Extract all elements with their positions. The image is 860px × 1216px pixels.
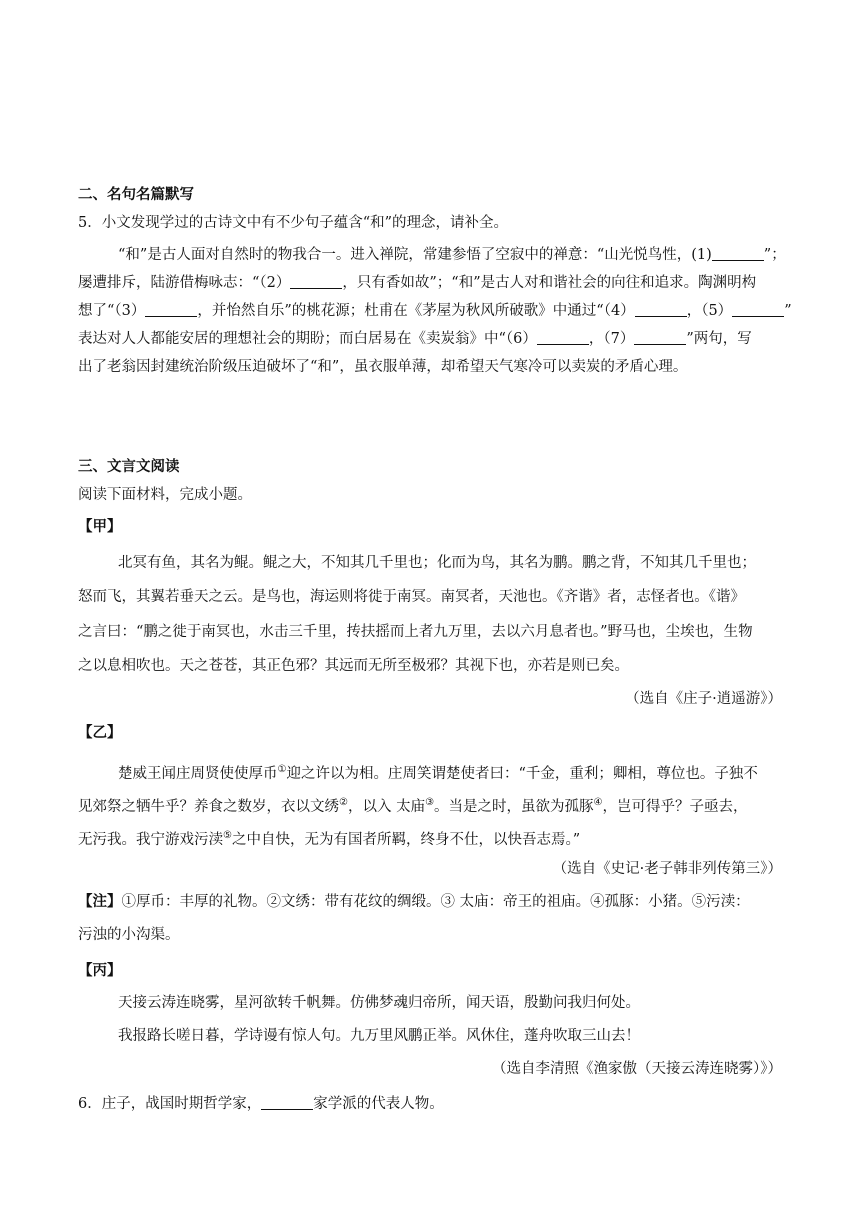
passage-line: 怒而飞，其翼若垂天之云。是鸟也，海运则将徙于南冥。南冥者，天池也。《齐谐》者，志怪者也。《谐》 [78, 589, 745, 605]
answer-blank[interactable] [712, 246, 764, 261]
text-segment: ”两句，写 [686, 331, 752, 347]
text-segment: 家学派的代表人物。 [313, 1096, 444, 1112]
footnote-marker: ② [339, 797, 348, 808]
passage-source: （选自《庄子·逍遥游》） [625, 691, 782, 707]
text-segment: “和”是古人面对自然时的物我合一。进入禅院，常建参悟了空寂中的禅意：“山光悦鸟性，(1) [118, 247, 712, 263]
reading-intro: 阅读下面材料，完成小题。 [78, 487, 252, 503]
passage-line: 之言曰：“鹏之徙于南冥也，水击三千里，抟扶摇而上者九万里，去以六月息者也。”野马也，尘埃也，生物 [78, 624, 753, 640]
paragraph-line [78, 329, 782, 349]
passage-label-jia: 【甲】 [78, 518, 122, 535]
answer-blank[interactable] [537, 330, 589, 345]
question-5-prompt: 5．小文发现学过的古诗文中有不少句子蕴含“和”的理念，请补全。 [78, 215, 509, 231]
passage-label-yi: 【乙】 [78, 724, 122, 741]
answer-blank[interactable] [145, 302, 197, 317]
passage-line [118, 760, 782, 784]
text-segment: 6．庄子，战国时期哲学家， [78, 1096, 262, 1112]
text-segment: 屡遭排斥，陆游借梅咏志：“（2） [78, 275, 291, 291]
answer-blank[interactable] [290, 274, 342, 289]
answer-blank[interactable] [261, 1095, 313, 1110]
poem-line: 我报路长嗟日暮，学诗谩有惊人句。九万里风鹏正举。风休住，蓬舟吹取三山去！ [118, 1028, 640, 1044]
text-segment: ，以入 太庙 [347, 798, 426, 815]
text-segment: 见郊祭之牺牛乎？养食之数岁，衣以文绣 [78, 798, 339, 815]
paragraph-line: 出了老翁因封建统治阶级压迫破坏了“和”，虽衣服单薄，却希望天气寒冷可以卖炭的矛盾心理。 [78, 359, 688, 375]
footnote-marker: ⑤ [223, 830, 232, 841]
notes-line [78, 892, 782, 912]
passage-line [78, 826, 782, 850]
question-6 [78, 1094, 782, 1114]
poem-line: 天接云涛连晓雾，星河欲转千帆舞。仿佛梦魂归帝所，闻天语，殷勤问我归何处。 [118, 995, 640, 1011]
passage-source: （选自李清照《渔家傲（天接云涛连晓雾）》） [492, 1061, 782, 1077]
section-heading: 三、文言文阅读 [78, 458, 180, 475]
passage-line: 之以息相吹也。天之苍苍，其正色邪？其远而无所至极邪？其视下也，亦若是则已矣。 [78, 658, 629, 674]
text-segment: ，并怡然自乐”的桃花源；杜甫在《茅屋为秋风所破歌》中通过“（4） [197, 303, 635, 319]
text-segment: ①厚币：丰厚的礼物。②文绣：带有花纹的绸缎。③ 太庙：帝王的祖庙。④孤豚：小猪。⑤污渎： [121, 894, 750, 910]
text-segment: ，岂可得乎？子亟去， [602, 798, 748, 815]
text-segment: ，（5） [686, 303, 733, 319]
passage-label-bing: 【丙】 [78, 962, 122, 979]
text-segment: 想了“（3） [78, 303, 146, 319]
paragraph-line [78, 301, 792, 321]
text-segment: 楚威王闻庄周贤使使厚币 [118, 765, 278, 782]
text-segment: 迎之许以为相。庄周笑谓楚使者曰：“千金，重利；卿相，尊位也。子独不 [286, 765, 758, 782]
text-segment: 无污我。我宁游戏污渎 [78, 831, 223, 848]
text-segment: ”； [763, 247, 786, 263]
answer-blank[interactable] [635, 302, 687, 317]
section-heading: 二、名句名篇默写 [78, 186, 194, 203]
text-segment: 。当是之时，虽欲为孤豚 [434, 798, 594, 815]
paragraph-line [118, 245, 786, 265]
notes-line: 污浊的小沟渠。 [78, 927, 180, 943]
paragraph-line [78, 273, 782, 293]
text-segment: ，只有香如故”；“和”是古人对和谐社会的向往和追求。陶渊明构 [342, 275, 757, 291]
text-segment: 表达对人人都能安居的理想社会的期盼；而白居易在《卖炭翁》中“（6） [78, 331, 537, 347]
footnote-marker: ③ [425, 797, 435, 808]
text-segment: ” [784, 303, 792, 319]
passage-line: 北冥有鱼，其名为鲲。鲲之大，不知其几千里也；化而为鸟，其名为鹏。鹏之背，不知其几千里也； [118, 555, 756, 571]
text-segment: ，（7） [588, 331, 635, 347]
footnote-marker: ④ [593, 797, 603, 808]
text-segment: 之中自快，无为有国者所羁，终身不仕，以快吾志焉。” [231, 831, 581, 848]
passage-source: （选自《史记·老子韩非列传第三》） [552, 861, 782, 877]
footnote-marker: ① [277, 764, 287, 775]
passage-line [78, 793, 782, 817]
notes-label: 【注】 [78, 893, 122, 910]
answer-blank[interactable] [732, 302, 784, 317]
answer-blank[interactable] [634, 330, 686, 345]
